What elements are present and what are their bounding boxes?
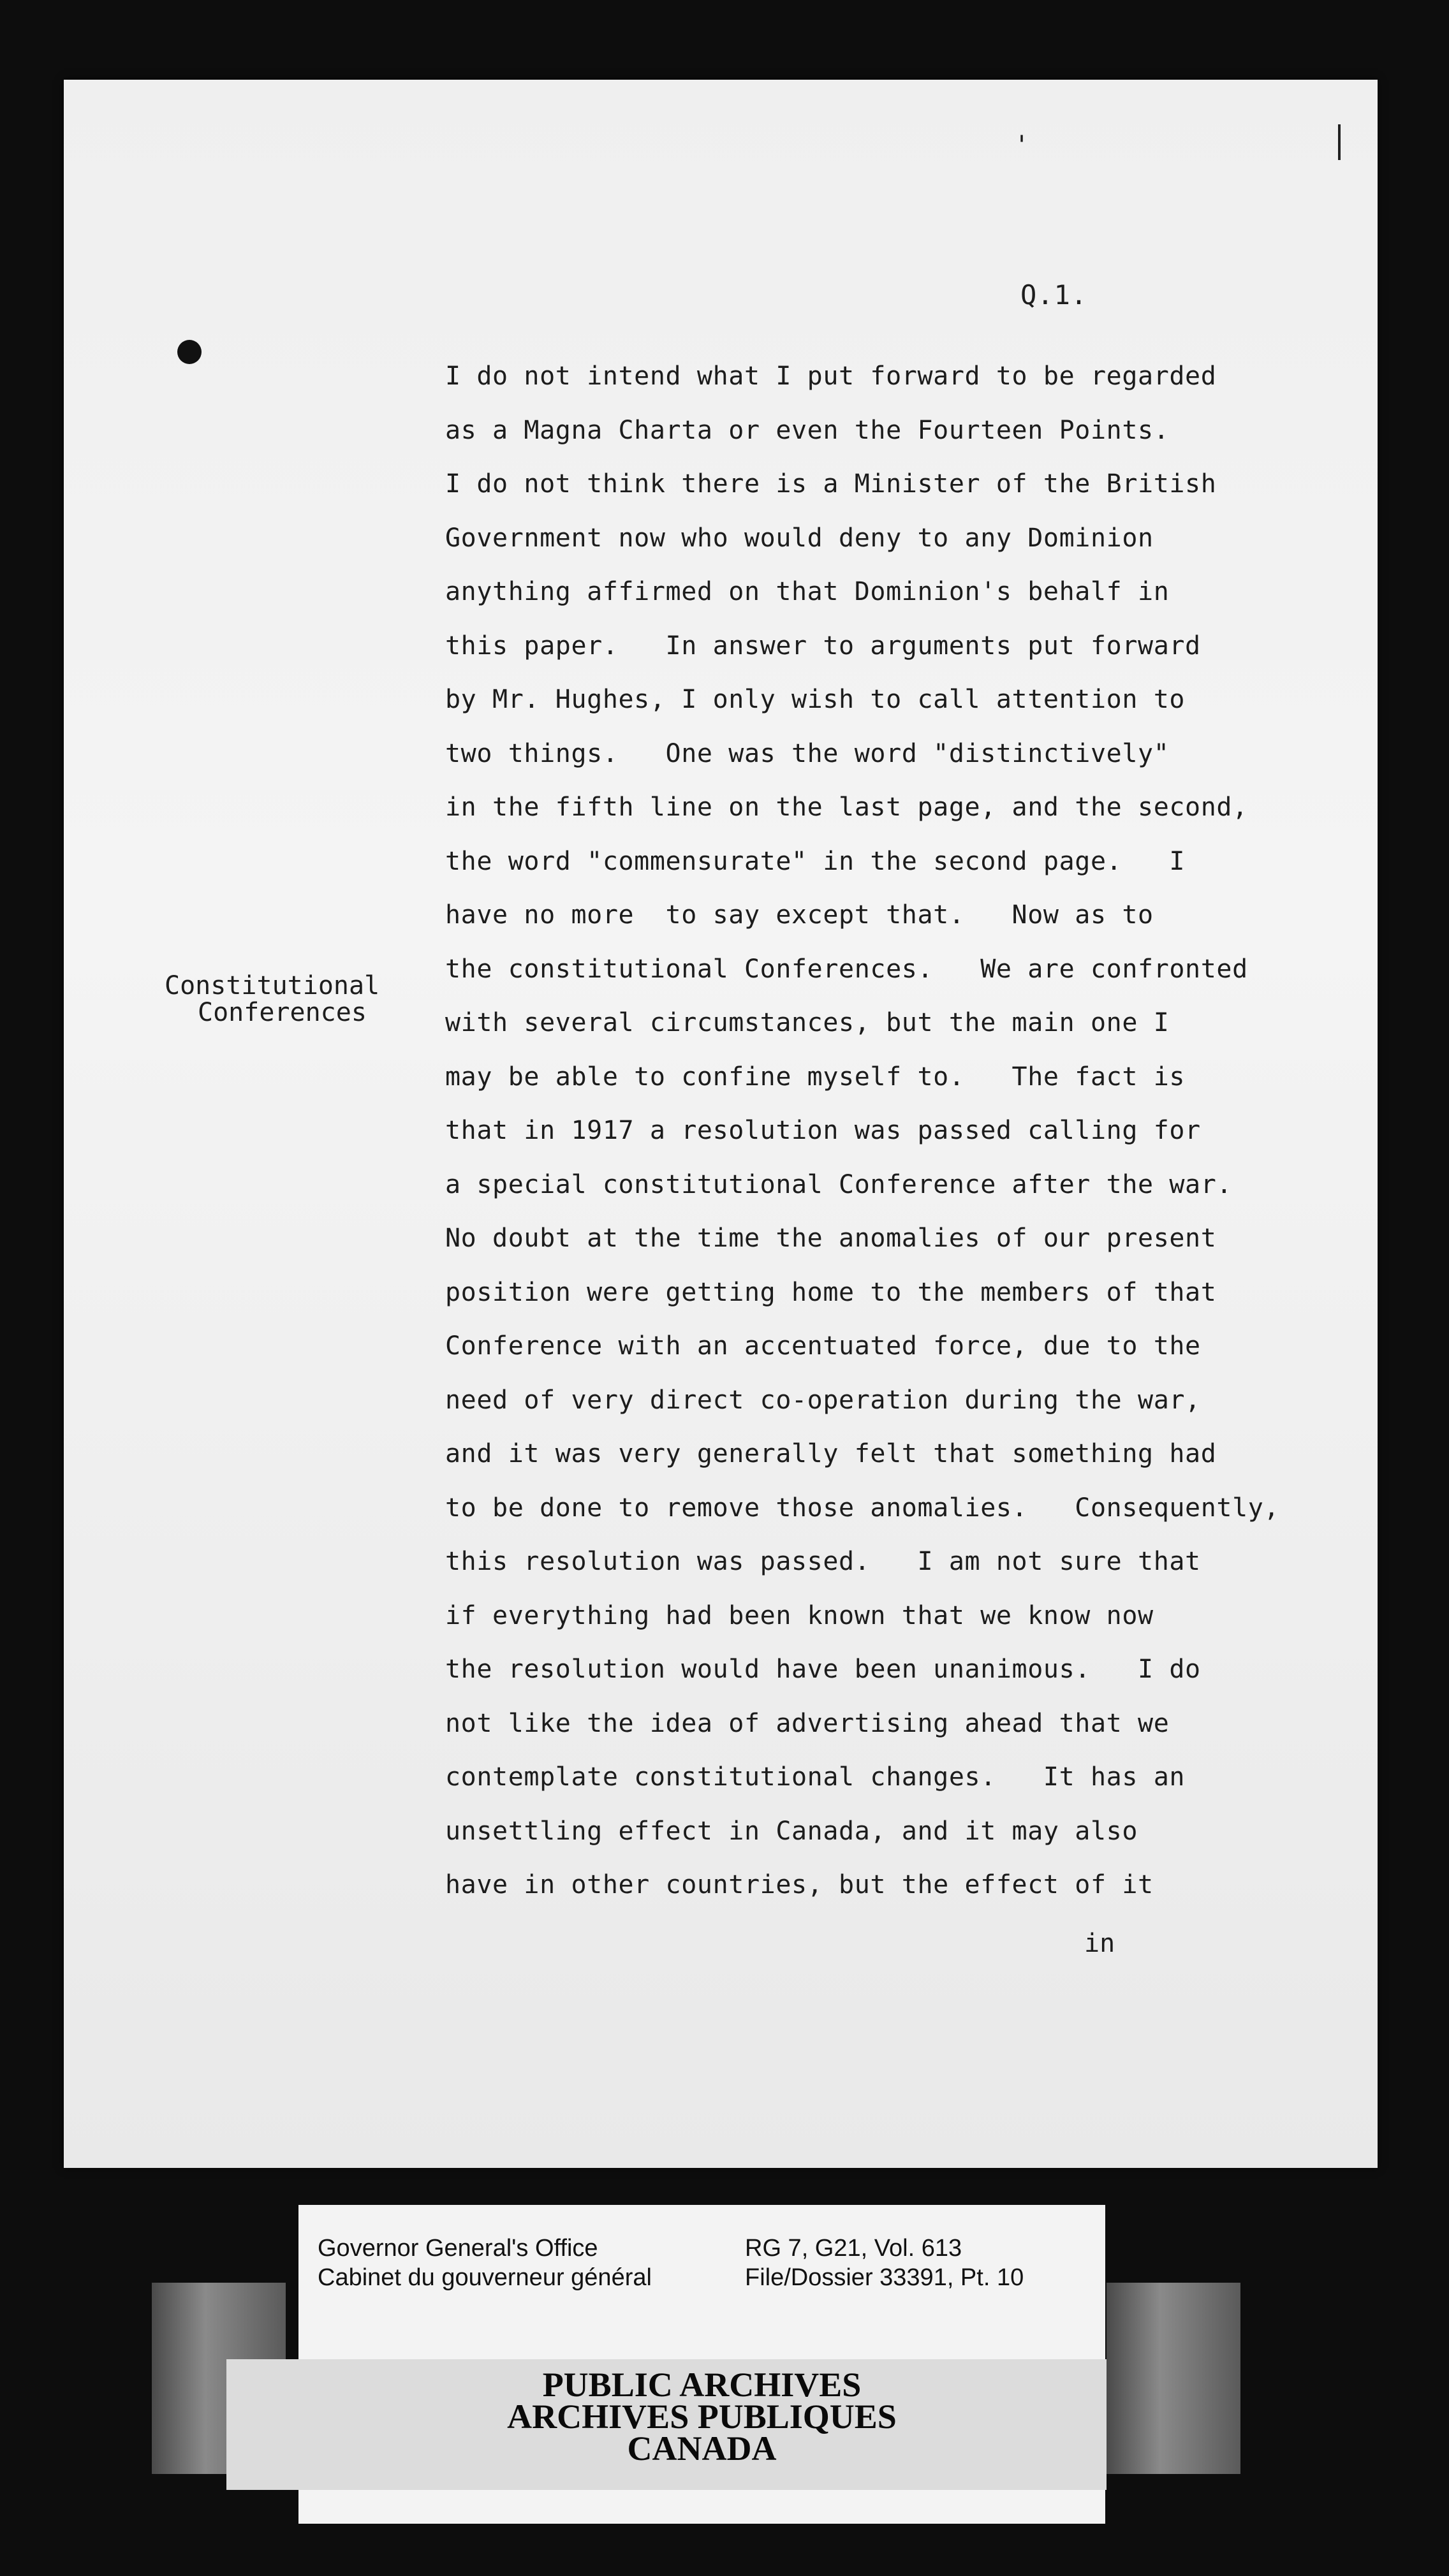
text-line: the resolution would have been unanimous. I do	[445, 1655, 1201, 1684]
text-line: No doubt at the time the anomalies of our present	[445, 1224, 1217, 1253]
text-line: I do not intend what I put forward to be regarded	[445, 362, 1217, 391]
text-line: Government now who would deny to any Dominion	[445, 523, 1154, 553]
text-line: anything affirmed on that Dominion's behalf in	[445, 577, 1170, 606]
text-line: may be able to confine myself to. The fact is	[445, 1062, 1186, 1092]
text-line: need of very direct co-operation during the war,	[445, 1385, 1201, 1415]
text-line: with several circumstances, but the main one I	[445, 1008, 1170, 1037]
text-line: position were getting home to the members of that	[445, 1277, 1217, 1307]
text-line: the word "commensurate" in the second page. I	[445, 846, 1186, 876]
text-line: Conference with an accentuated force, due to the	[445, 1331, 1201, 1361]
archives-stamp	[298, 2366, 1105, 2468]
text-line: have in other countries, but the effect of it	[445, 1870, 1154, 1899]
text-line: in the fifth line on the last page, and the second,	[445, 793, 1248, 822]
stray-mark: '	[1014, 131, 1030, 160]
margin-note-line: Conferences	[198, 998, 367, 1027]
margin-note-line: Constitutional	[165, 971, 380, 1000]
label-line: Governor General's Office	[318, 2235, 598, 2262]
text-line: a special constitutional Conference after the war.	[445, 1169, 1233, 1199]
text-line: contemplate constitutional changes. It has an	[445, 1762, 1186, 1792]
page-reference: Q.1.	[1020, 279, 1088, 311]
text-line: I do not think there is a Minister of the British	[445, 469, 1217, 499]
stray-mark	[1338, 124, 1341, 160]
text-line: two things. One was the word "distinctively"	[445, 738, 1170, 768]
text-line: as a Magna Charta or even the Fourteen Points.	[445, 415, 1170, 445]
text-line: unsettling effect in Canada, and it may also	[445, 1816, 1138, 1846]
text-line: if everything had been known that we know now	[445, 1600, 1154, 1630]
film-holder-right	[1107, 2283, 1240, 2474]
text-line: by Mr. Hughes, I only wish to call attention to	[445, 685, 1186, 714]
stamp-line: PUBLIC ARCHIVES	[542, 2366, 862, 2404]
text-line: this resolution was passed. I am not sure that	[445, 1547, 1201, 1576]
label-line: Cabinet du gouverneur général	[318, 2264, 652, 2291]
text-line: to be done to remove those anomalies. Consequently,	[445, 1493, 1280, 1523]
archive-label-reference	[745, 2234, 1024, 2292]
catchword: in	[1084, 1929, 1115, 1958]
text-line: this paper. In answer to arguments put forward	[445, 631, 1201, 661]
text-line: have no more to say except that. Now as to	[445, 900, 1154, 930]
archive-label-office	[318, 2234, 652, 2292]
text-line: and it was very generally felt that something had	[445, 1439, 1217, 1468]
text-line: that in 1917 a resolution was passed calling for	[445, 1116, 1201, 1145]
margin-note	[165, 972, 379, 1026]
label-line: File/Dossier 33391, Pt. 10	[745, 2264, 1024, 2291]
label-line: RG 7, G21, Vol. 613	[745, 2235, 962, 2262]
stamp-line: CANADA	[627, 2429, 777, 2468]
punch-hole-mark	[177, 340, 202, 364]
text-line: the constitutional Conferences. We are confronted	[445, 954, 1248, 984]
stamp-line: ARCHIVES PUBLIQUES	[507, 2397, 897, 2436]
text-line: not like the idea of advertising ahead that we	[445, 1708, 1170, 1738]
